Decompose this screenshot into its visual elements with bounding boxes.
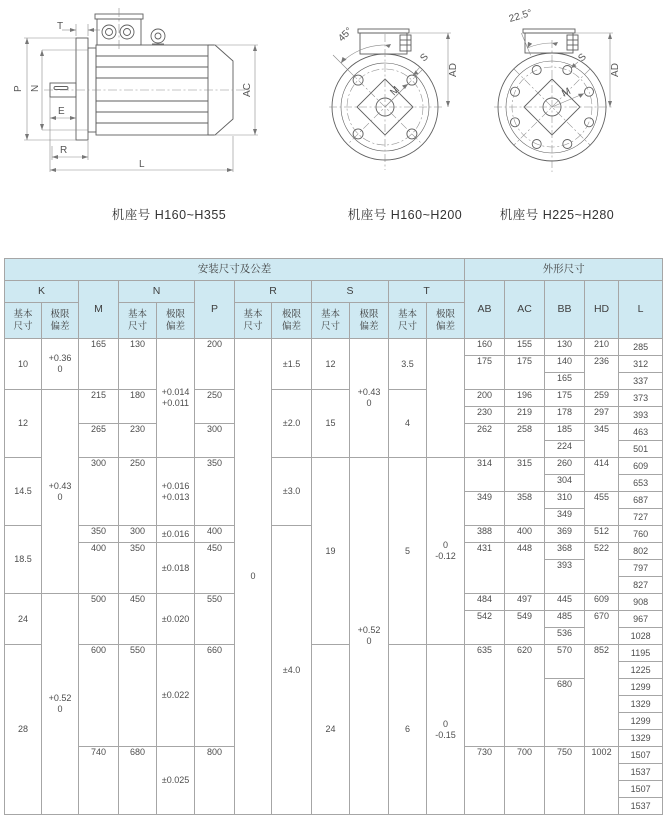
table-cell: 368 bbox=[545, 543, 585, 560]
table-cell: ±3.0 bbox=[272, 458, 312, 526]
motor-end-view-8hole-drawing bbox=[480, 0, 666, 240]
dim-label-ad: AD bbox=[448, 63, 459, 77]
table-cell: 304 bbox=[545, 475, 585, 492]
table-cell: 300 bbox=[119, 526, 157, 543]
table-cell: 219 bbox=[505, 407, 545, 424]
dim-label-s: S bbox=[576, 51, 589, 65]
table-cell: 24 bbox=[5, 594, 42, 645]
header-col-n: N bbox=[119, 281, 195, 303]
header-col-p: P bbox=[195, 281, 235, 339]
table-cell: 10 bbox=[5, 339, 42, 390]
table-cell: 155 bbox=[505, 339, 545, 356]
table-cell: 0 bbox=[235, 339, 272, 815]
header-col-m: M bbox=[79, 281, 119, 339]
table-cell: 400 bbox=[79, 543, 119, 594]
table-cell: 337 bbox=[619, 373, 663, 390]
table-cell bbox=[427, 339, 465, 458]
header-k-limit: 极限 偏差 bbox=[42, 303, 79, 339]
header-col-s: S bbox=[312, 281, 389, 303]
table-cell: 15 bbox=[312, 390, 350, 458]
table-cell: 12 bbox=[312, 339, 350, 390]
header-col-bb: BB bbox=[545, 281, 585, 339]
table-cell: 393 bbox=[619, 407, 663, 424]
header-col-ab: AB bbox=[465, 281, 505, 339]
table-cell: 28 bbox=[5, 645, 42, 815]
table-cell: 349 bbox=[545, 509, 585, 526]
table-cell: 0 -0.15 bbox=[427, 645, 465, 815]
table-cell: 1507 bbox=[619, 781, 663, 798]
header-t-basic: 基本 尺寸 bbox=[389, 303, 427, 339]
header-r-limit: 极限 偏差 bbox=[272, 303, 312, 339]
table-cell: 967 bbox=[619, 611, 663, 628]
table-cell: 463 bbox=[619, 424, 663, 441]
dim-label-n: N bbox=[30, 84, 41, 92]
table-cell: ±0.020 bbox=[157, 594, 195, 645]
header-k-basic: 基本 尺寸 bbox=[5, 303, 42, 339]
table-cell: 265 bbox=[79, 424, 119, 458]
table-cell: 797 bbox=[619, 560, 663, 577]
header-r-basic: 基本 尺寸 bbox=[235, 303, 272, 339]
table-cell: 310 bbox=[545, 492, 585, 509]
motor-side-view-drawing bbox=[0, 0, 320, 240]
header-install-group: 安装尺寸及公差 bbox=[5, 259, 465, 281]
table-cell: 609 bbox=[619, 458, 663, 475]
technical-drawings bbox=[0, 0, 666, 255]
table-cell: +0.52 0 bbox=[42, 594, 79, 815]
table-cell: 12 bbox=[5, 390, 42, 458]
header-col-t: T bbox=[389, 281, 465, 303]
dim-label-m: M bbox=[560, 86, 573, 100]
table-row bbox=[5, 339, 663, 356]
table-cell: 1329 bbox=[619, 730, 663, 747]
table-cell: 200 bbox=[465, 390, 505, 407]
dim-label-s: S bbox=[418, 51, 431, 65]
table-cell: 388 bbox=[465, 526, 505, 543]
table-cell: 549 bbox=[505, 611, 545, 645]
table-cell: 160 bbox=[465, 339, 505, 356]
table-cell: 350 bbox=[195, 458, 235, 526]
table-cell: 373 bbox=[619, 390, 663, 407]
table-cell: 542 bbox=[465, 611, 505, 645]
table-cell: +0.43 0 bbox=[42, 390, 79, 594]
table-cell: 450 bbox=[119, 594, 157, 645]
motor-end-view-4hole-drawing bbox=[320, 0, 480, 240]
table-cell: ±0.018 bbox=[157, 543, 195, 594]
table-cell: 140 bbox=[545, 356, 585, 373]
table-cell: 727 bbox=[619, 509, 663, 526]
header-col-k: K bbox=[5, 281, 79, 303]
table-cell: 550 bbox=[119, 645, 157, 747]
table-cell: 609 bbox=[585, 594, 619, 611]
header-col-r: R bbox=[235, 281, 312, 303]
table-cell: 1329 bbox=[619, 696, 663, 713]
table-cell: +0.36 0 bbox=[42, 339, 79, 390]
table-cell: 196 bbox=[505, 390, 545, 407]
table-cell: 236 bbox=[585, 356, 619, 390]
table-cell: 224 bbox=[545, 441, 585, 458]
table-cell: 800 bbox=[195, 747, 235, 815]
table-cell: 1507 bbox=[619, 747, 663, 764]
dim-label-l: L bbox=[139, 159, 145, 170]
table-row bbox=[5, 645, 663, 662]
table-cell: 670 bbox=[585, 611, 619, 645]
table-cell: 414 bbox=[585, 458, 619, 492]
table-cell: 230 bbox=[465, 407, 505, 424]
table-cell: 358 bbox=[505, 492, 545, 526]
table-cell: 750 bbox=[545, 747, 585, 815]
table-cell: 1537 bbox=[619, 764, 663, 781]
table-cell: 1002 bbox=[585, 747, 619, 815]
header-s-limit: 极限 偏差 bbox=[350, 303, 389, 339]
table-cell: 210 bbox=[585, 339, 619, 356]
caption-frame-h160-h200: 机座号 H160~H200 bbox=[347, 208, 463, 222]
table-cell: 522 bbox=[585, 543, 619, 594]
table-cell: 300 bbox=[195, 424, 235, 458]
table-cell: 297 bbox=[585, 407, 619, 424]
table-cell: 635 bbox=[465, 645, 505, 747]
table-cell: 349 bbox=[465, 492, 505, 526]
table-cell: 250 bbox=[119, 458, 157, 526]
table-cell: 18.5 bbox=[5, 526, 42, 594]
header-t-limit: 极限 偏差 bbox=[427, 303, 465, 339]
table-cell: +0.016 +0.013 bbox=[157, 458, 195, 526]
table-cell: 500 bbox=[79, 594, 119, 645]
table-cell: 393 bbox=[545, 560, 585, 594]
table-cell: +0.43 0 bbox=[350, 339, 389, 458]
table-cell: 262 bbox=[465, 424, 505, 458]
table-row bbox=[5, 458, 663, 475]
dim-label-e: E bbox=[58, 106, 65, 117]
table-cell: 760 bbox=[619, 526, 663, 543]
table-cell: 3.5 bbox=[389, 339, 427, 390]
dim-label-m: M bbox=[388, 84, 403, 99]
table-cell: 4 bbox=[389, 390, 427, 458]
caption-frame-h160-h355: 机座号 H160~H355 bbox=[111, 208, 227, 222]
table-cell: 130 bbox=[119, 339, 157, 390]
header-s-basic: 基本 尺寸 bbox=[312, 303, 350, 339]
table-cell: 165 bbox=[545, 373, 585, 390]
table-cell: 536 bbox=[545, 628, 585, 645]
table-cell: 1299 bbox=[619, 713, 663, 730]
table-cell: ±0.016 bbox=[157, 526, 195, 543]
table-cell: 24 bbox=[312, 645, 350, 815]
table-cell: ±1.5 bbox=[272, 339, 312, 390]
dim-label-p: P bbox=[13, 85, 24, 92]
table-cell: 512 bbox=[585, 526, 619, 543]
dim-label-t: T bbox=[57, 21, 64, 32]
table-cell: 431 bbox=[465, 543, 505, 594]
header-col-l: L bbox=[619, 281, 663, 339]
table-cell: 350 bbox=[119, 543, 157, 594]
table-cell: 620 bbox=[505, 645, 545, 747]
table-cell: 1299 bbox=[619, 679, 663, 696]
table-cell: 484 bbox=[465, 594, 505, 611]
table-cell: 1028 bbox=[619, 628, 663, 645]
table-cell: 660 bbox=[195, 645, 235, 747]
table-cell: 6 bbox=[389, 645, 427, 815]
table-cell: 350 bbox=[79, 526, 119, 543]
table-cell: ±0.022 bbox=[157, 645, 195, 747]
table-cell: 5 bbox=[389, 458, 427, 645]
table-cell: 448 bbox=[505, 543, 545, 594]
table-cell: 175 bbox=[505, 356, 545, 390]
table-cell: 1537 bbox=[619, 798, 663, 815]
table-cell: ±4.0 bbox=[272, 526, 312, 815]
table-cell: 165 bbox=[79, 339, 119, 390]
table-cell: 178 bbox=[545, 407, 585, 424]
table-cell: 400 bbox=[195, 526, 235, 543]
table-cell: 680 bbox=[119, 747, 157, 815]
dim-label-ad: AD bbox=[610, 63, 621, 77]
table-cell: 185 bbox=[545, 424, 585, 441]
header-n-limit: 极限 偏差 bbox=[157, 303, 195, 339]
table-cell: 653 bbox=[619, 475, 663, 492]
table-cell: 550 bbox=[195, 594, 235, 645]
table-row bbox=[5, 390, 663, 407]
table-cell: 600 bbox=[79, 645, 119, 747]
table-cell: 908 bbox=[619, 594, 663, 611]
table-cell: 852 bbox=[585, 645, 619, 747]
table-cell: 369 bbox=[545, 526, 585, 543]
table-cell: 497 bbox=[505, 594, 545, 611]
table-cell: 0 -0.12 bbox=[427, 458, 465, 645]
table-cell: 130 bbox=[545, 339, 585, 356]
header-col-hd: HD bbox=[585, 281, 619, 339]
table-cell: 250 bbox=[195, 390, 235, 424]
table-cell: 259 bbox=[585, 390, 619, 407]
header-n-basic: 基本 尺寸 bbox=[119, 303, 157, 339]
table-cell: 19 bbox=[312, 458, 350, 645]
header-outline-group: 外形尺寸 bbox=[465, 259, 663, 281]
table-cell: 260 bbox=[545, 458, 585, 475]
table-cell: 802 bbox=[619, 543, 663, 560]
table-cell: 570 bbox=[545, 645, 585, 679]
table-cell: +0.014 +0.011 bbox=[157, 339, 195, 458]
header-col-ac: AC bbox=[505, 281, 545, 339]
table-cell: 1195 bbox=[619, 645, 663, 662]
table-cell: 215 bbox=[79, 390, 119, 424]
table-cell: 450 bbox=[195, 543, 235, 594]
table-cell: 175 bbox=[465, 356, 505, 390]
table-cell: 200 bbox=[195, 339, 235, 390]
table-cell: 285 bbox=[619, 339, 663, 356]
dim-label-r: R bbox=[60, 145, 68, 156]
dimension-table bbox=[4, 258, 663, 815]
dim-label-45deg: 45° bbox=[336, 25, 355, 45]
table-cell: 501 bbox=[619, 441, 663, 458]
table-cell: 400 bbox=[505, 526, 545, 543]
table-cell: ±2.0 bbox=[272, 390, 312, 458]
table-cell: 1225 bbox=[619, 662, 663, 679]
table-cell: 315 bbox=[505, 458, 545, 492]
table-cell: 827 bbox=[619, 577, 663, 594]
caption-frame-h225-h280: 机座号 H225~H280 bbox=[499, 208, 615, 222]
table-cell: 445 bbox=[545, 594, 585, 611]
table-cell: 687 bbox=[619, 492, 663, 509]
table-cell: 740 bbox=[79, 747, 119, 815]
table-cell: 258 bbox=[505, 424, 545, 458]
table-cell: 312 bbox=[619, 356, 663, 373]
table-cell: 455 bbox=[585, 492, 619, 526]
table-cell: 180 bbox=[119, 390, 157, 424]
table-cell: 345 bbox=[585, 424, 619, 458]
table-cell: 730 bbox=[465, 747, 505, 815]
table-cell: 300 bbox=[79, 458, 119, 526]
table-cell: +0.52 0 bbox=[350, 458, 389, 815]
table-cell: 175 bbox=[545, 390, 585, 407]
table-cell: 230 bbox=[119, 424, 157, 458]
table-cell: 485 bbox=[545, 611, 585, 628]
table-cell: 700 bbox=[505, 747, 545, 815]
table-cell: 314 bbox=[465, 458, 505, 492]
table-cell: 680 bbox=[545, 679, 585, 747]
dim-label-22-5deg: 22.5° bbox=[507, 7, 534, 25]
dim-label-ac: AC bbox=[242, 83, 253, 97]
table-cell: 14.5 bbox=[5, 458, 42, 526]
table-cell: ±0.025 bbox=[157, 747, 195, 815]
